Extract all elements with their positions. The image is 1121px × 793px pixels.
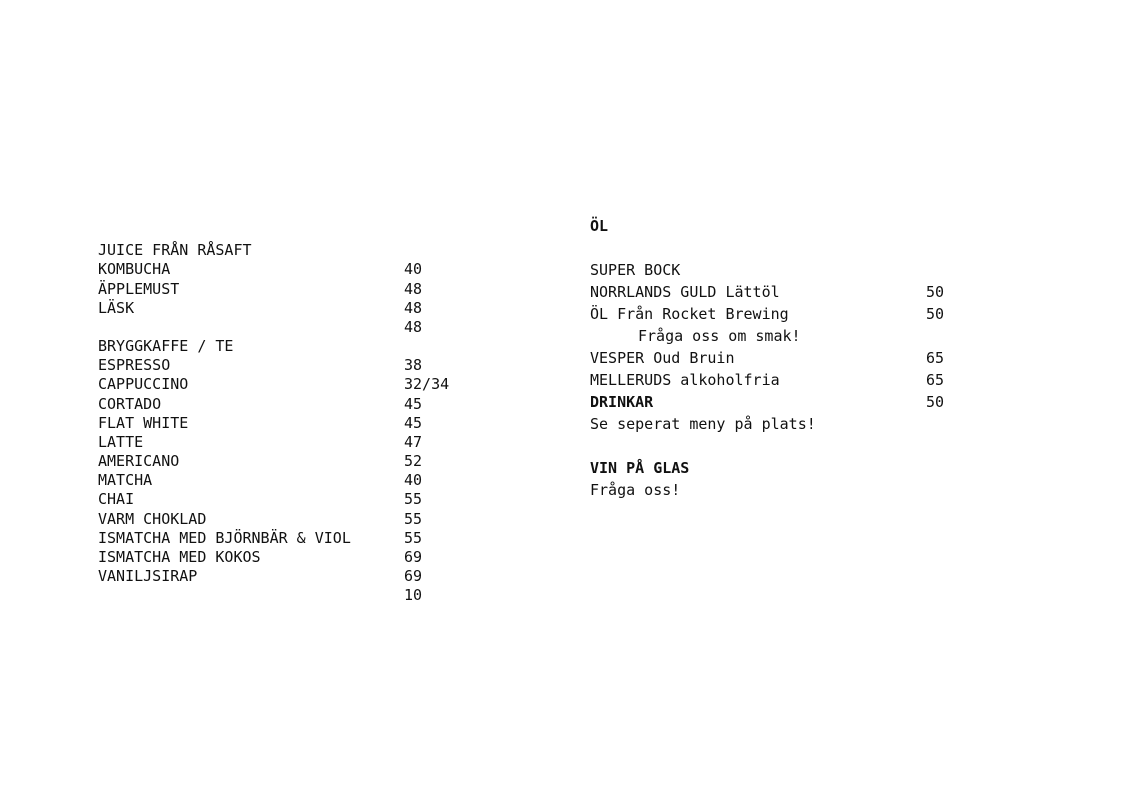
item-name: LÄSK	[98, 298, 135, 317]
item-price: 50	[926, 305, 945, 323]
drinks-note: Se seperat meny på plats!	[590, 415, 816, 433]
item-name: VARM CHOKLAD	[98, 509, 207, 528]
item-price: 65	[926, 371, 945, 389]
item-price: 40	[404, 471, 423, 490]
item-name: JUICE FRÅN RÅSAFT	[98, 241, 252, 260]
drinks-heading: DRINKAR	[590, 393, 654, 411]
item-price: 50	[926, 283, 945, 301]
wine-note: Fråga oss!	[590, 481, 681, 499]
item-price: 50	[926, 393, 945, 411]
item-name: VANILJSIRAP	[98, 567, 198, 586]
wine-heading: VIN PÅ GLAS	[590, 459, 690, 477]
hot-drinks-group	[98, 318, 498, 605]
item-price: 55	[404, 490, 423, 509]
item-price: 55	[404, 528, 423, 547]
item-name: CAPPUCCINO	[98, 375, 189, 394]
item-price: 52	[404, 452, 423, 471]
item-name: KOMBUCHA	[98, 260, 171, 279]
item-name: ÄPPLEMUST	[98, 279, 180, 298]
item-name: SUPER BOCK	[590, 261, 681, 279]
item-name: CORTADO	[98, 394, 162, 413]
item-name: ESPRESSO	[98, 356, 171, 375]
item-price: 45	[404, 413, 423, 432]
item-name: BRYGGKAFFE / TE	[98, 336, 234, 355]
wine-section	[590, 457, 990, 501]
item-price: 38	[404, 356, 423, 375]
item-price: 69	[404, 548, 423, 567]
item-name: ISMATCHA MED KOKOS	[98, 548, 261, 567]
right-menu-column	[590, 215, 990, 501]
item-name: Fråga oss om smak!	[638, 327, 801, 345]
menu-item	[98, 280, 498, 336]
item-name: CHAI	[98, 490, 135, 509]
item-name: ÖL Från Rocket Brewing	[590, 305, 789, 323]
item-price: 40	[404, 260, 423, 279]
item-price: 10	[404, 586, 423, 605]
item-name: MATCHA	[98, 471, 153, 490]
item-price: 48	[404, 279, 423, 298]
item-price: 47	[404, 432, 423, 451]
item-name: MELLERUDS alkoholfria	[590, 371, 780, 389]
cold-drinks-group	[98, 222, 498, 336]
beer-heading: ÖL	[590, 217, 609, 235]
item-name: LATTE	[98, 432, 144, 451]
item-price: 55	[404, 509, 423, 528]
left-menu-column	[98, 222, 498, 605]
item-price: 48	[404, 298, 423, 317]
item-name: VESPER Oud Bruin	[590, 349, 735, 367]
item-name: AMERICANO	[98, 452, 180, 471]
item-name: NORRLANDS GULD Lättöl	[590, 283, 780, 301]
item-price: 65	[926, 349, 945, 367]
item-price: 45	[404, 394, 423, 413]
item-price: 48	[404, 317, 423, 336]
item-price: 69	[404, 567, 423, 586]
item-name: ISMATCHA MED BJÖRNBÄR & VIOL	[98, 528, 351, 547]
item-name: FLAT WHITE	[98, 413, 189, 432]
item-price: 32/34	[404, 375, 450, 394]
